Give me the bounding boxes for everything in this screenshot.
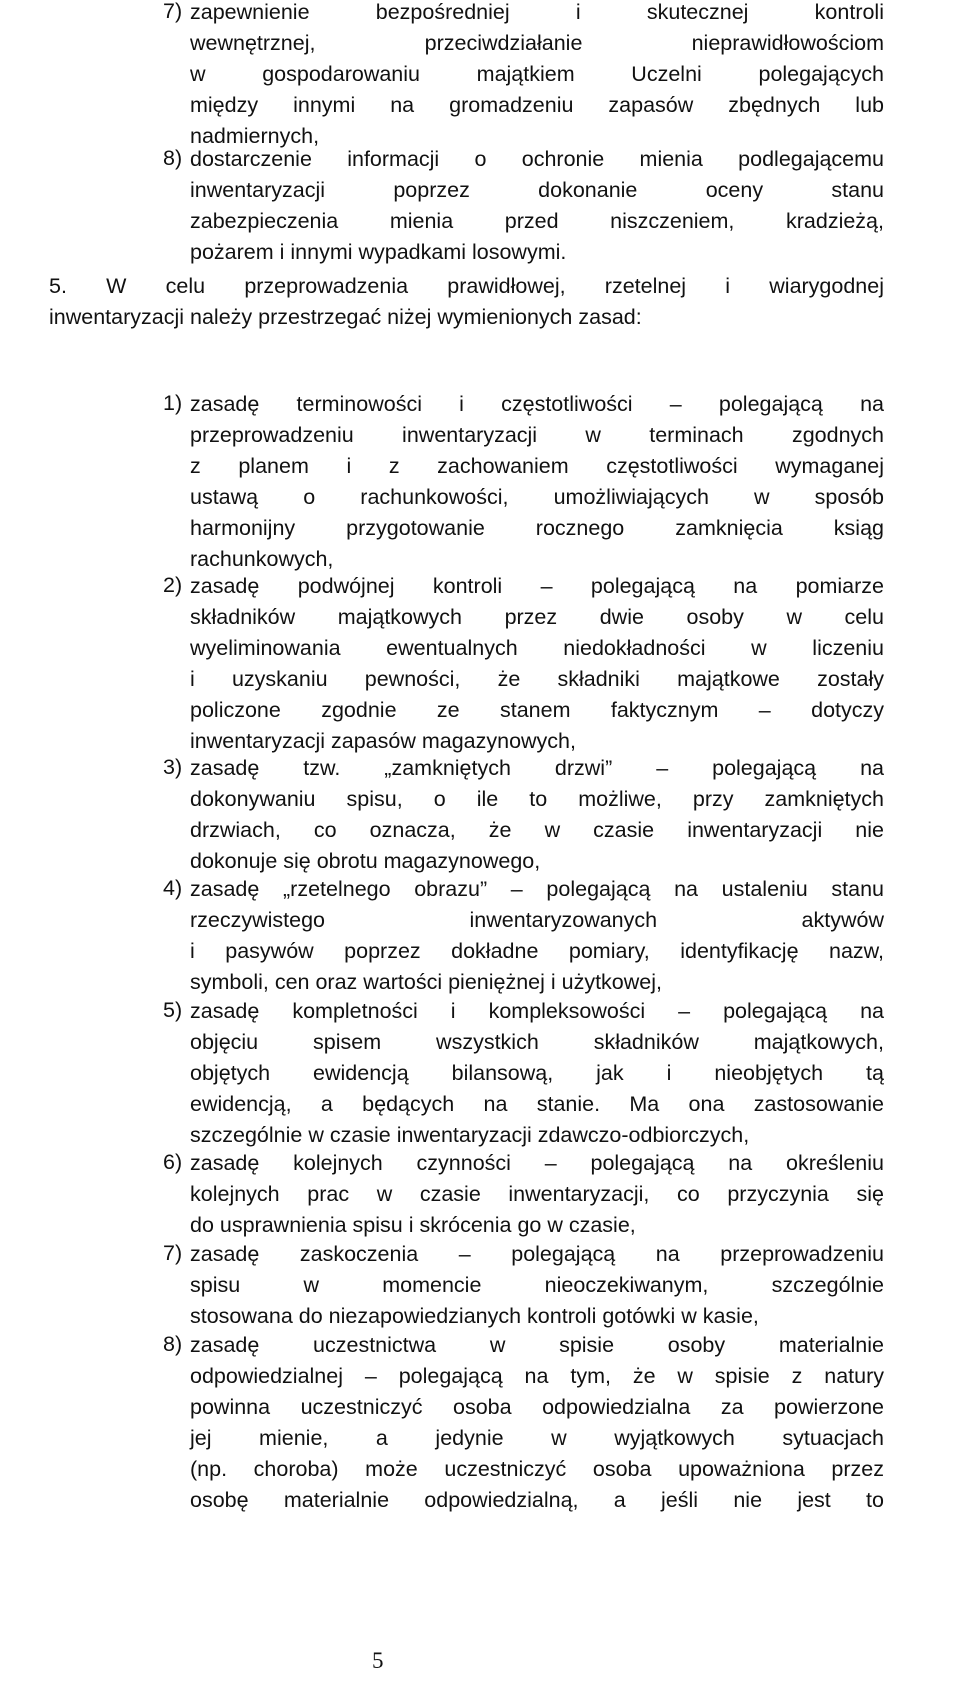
- text-line: powinna uczestniczyć osoba odpowiedzialna za powierzone: [190, 1395, 884, 1419]
- list-item-text: [190, 1330, 884, 1516]
- text-line: przeprowadzeniu inwentaryzacji w terminach zgodnych: [190, 423, 884, 447]
- text-line: dokonuje się obrotu magazynowego,: [190, 849, 541, 873]
- text-line: 5. W celu przeprowadzenia prawidłowej, rzetelnej i wiarygodnej: [49, 274, 884, 298]
- list-item-number: 1): [163, 391, 183, 415]
- list-item-text: [190, 753, 884, 877]
- text-line: zasadę tzw. „zamkniętych drzwi” – polegającą na: [190, 756, 884, 780]
- text-line: składników majątkowych przez dwie osoby w celu: [190, 605, 884, 629]
- text-line: rachunkowych,: [190, 547, 334, 571]
- section-paragraph: [49, 271, 884, 333]
- text-line: zapewnienie bezpośredniej i skutecznej kontroli: [190, 0, 884, 24]
- list-item-number: 3): [163, 755, 183, 779]
- text-line: jej mienie, a jedynie w wyjątkowych sytuacjach: [190, 1426, 884, 1450]
- list-item-number: 7): [163, 1241, 183, 1265]
- list-item-text: [190, 571, 884, 757]
- text-line: i uzyskaniu pewności, że składniki majątkowe zostały: [190, 667, 884, 691]
- text-line: odpowiedzialnej – polegającą na tym, że w spisie z natury: [190, 1364, 884, 1388]
- list-item-text: [190, 144, 884, 268]
- text-line: kolejnych prac w czasie inwentaryzacji, co przyczynia się: [190, 1182, 884, 1206]
- list-item-text: [190, 0, 884, 152]
- list-item-number: 2): [163, 573, 183, 597]
- text-line: wyeliminowania ewentualnych niedokładności w liczeniu: [190, 636, 884, 660]
- text-line: ustawą o rachunkowości, umożliwiających w sposób: [190, 485, 884, 509]
- text-line: spisu w momencie nieoczekiwanym, szczególnie: [190, 1273, 884, 1297]
- text-line: harmonijny przygotowanie rocznego zamknięcia ksiąg: [190, 516, 884, 540]
- text-line: drzwiach, co oznacza, że w czasie inwentaryzacji nie: [190, 818, 884, 842]
- text-line: wewnętrznej, przeciwdziałanie nieprawidłowościom: [190, 31, 884, 55]
- text-line: inwentaryzacji należy przestrzegać niżej wymienionych zasad:: [49, 305, 642, 329]
- text-line: pożarem i innymi wypadkami losowymi.: [190, 240, 567, 264]
- list-item-number: 7): [163, 0, 183, 23]
- list-item-text: [190, 1148, 884, 1241]
- text-line: szczególnie w czasie inwentaryzacji zdawczo-odbiorczych,: [190, 1123, 750, 1147]
- text-line: inwentaryzacji poprzez dokonanie oceny stanu: [190, 178, 884, 202]
- text-line: (np. choroba) może uczestniczyć osoba upoważniona przez: [190, 1457, 884, 1481]
- text-line: zasadę uczestnictwa w spisie osoby materialnie: [190, 1333, 884, 1357]
- text-line: z planem i z zachowaniem częstotliwości wymaganej: [190, 454, 884, 478]
- text-line: zasadę terminowości i częstotliwości – polegającą na: [190, 392, 884, 416]
- list-item-text: [190, 389, 884, 575]
- text-line: ewidencją, a będących na stanie. Ma ona zastosowanie: [190, 1092, 884, 1116]
- text-line: nadmiernych,: [190, 124, 320, 148]
- text-line: do usprawnienia spisu i skrócenia go w czasie,: [190, 1213, 636, 1237]
- list-item-text: [190, 874, 884, 998]
- list-item-number: 6): [163, 1150, 183, 1174]
- text-line: w gospodarowaniu majątkiem Uczelni polegających: [190, 62, 884, 86]
- text-line: osobę materialnie odpowiedzialną, a jeśli nie jest to: [190, 1488, 884, 1512]
- text-line: policzone zgodnie ze stanem faktycznym – dotyczy: [190, 698, 884, 722]
- list-item-number: 8): [163, 1332, 183, 1356]
- text-line: dostarczenie informacji o ochronie mienia podlegającemu: [190, 147, 884, 171]
- list-item-text: [190, 996, 884, 1151]
- text-line: zasadę zaskoczenia – polegającą na przeprowadzeniu: [190, 1242, 884, 1266]
- text-line: rzeczywistego inwentaryzowanych aktywów: [190, 908, 884, 932]
- text-line: zasadę kompletności i kompleksowości – polegającą na: [190, 999, 884, 1023]
- list-item-text: [190, 1239, 884, 1332]
- text-line: symboli, cen oraz wartości pieniężnej i użytkowej,: [190, 970, 663, 994]
- text-line: dokonywaniu spisu, o ile to możliwe, przy zamkniętych: [190, 787, 884, 811]
- text-line: objęciu spisem wszystkich składników majątkowych,: [190, 1030, 884, 1054]
- text-line: zasadę kolejnych czynności – polegającą na określeniu: [190, 1151, 884, 1175]
- text-line: stosowana do niezapowiedzianych kontroli gotówki w kasie,: [190, 1304, 759, 1328]
- text-line: inwentaryzacji zapasów magazynowych,: [190, 729, 576, 753]
- text-line: między innymi na gromadzeniu zapasów zbędnych lub: [190, 93, 884, 117]
- text-line: zabezpieczenia mienia przed niszczeniem, kradzieżą,: [190, 209, 884, 233]
- text-line: zasadę „rzetelnego obrazu” – polegającą na ustaleniu stanu: [190, 877, 884, 901]
- list-item-number: 5): [163, 998, 183, 1022]
- list-item-number: 4): [163, 876, 183, 900]
- page-number: 5: [372, 1648, 384, 1673]
- text-line: zasadę podwójnej kontroli – polegającą na pomiarze: [190, 574, 884, 598]
- text-line: i pasywów poprzez dokładne pomiary, identyfikację nazw,: [190, 939, 884, 963]
- list-item-number: 8): [163, 146, 183, 170]
- text-line: objętych ewidencją bilansową, jak i nieobjętych tą: [190, 1061, 884, 1085]
